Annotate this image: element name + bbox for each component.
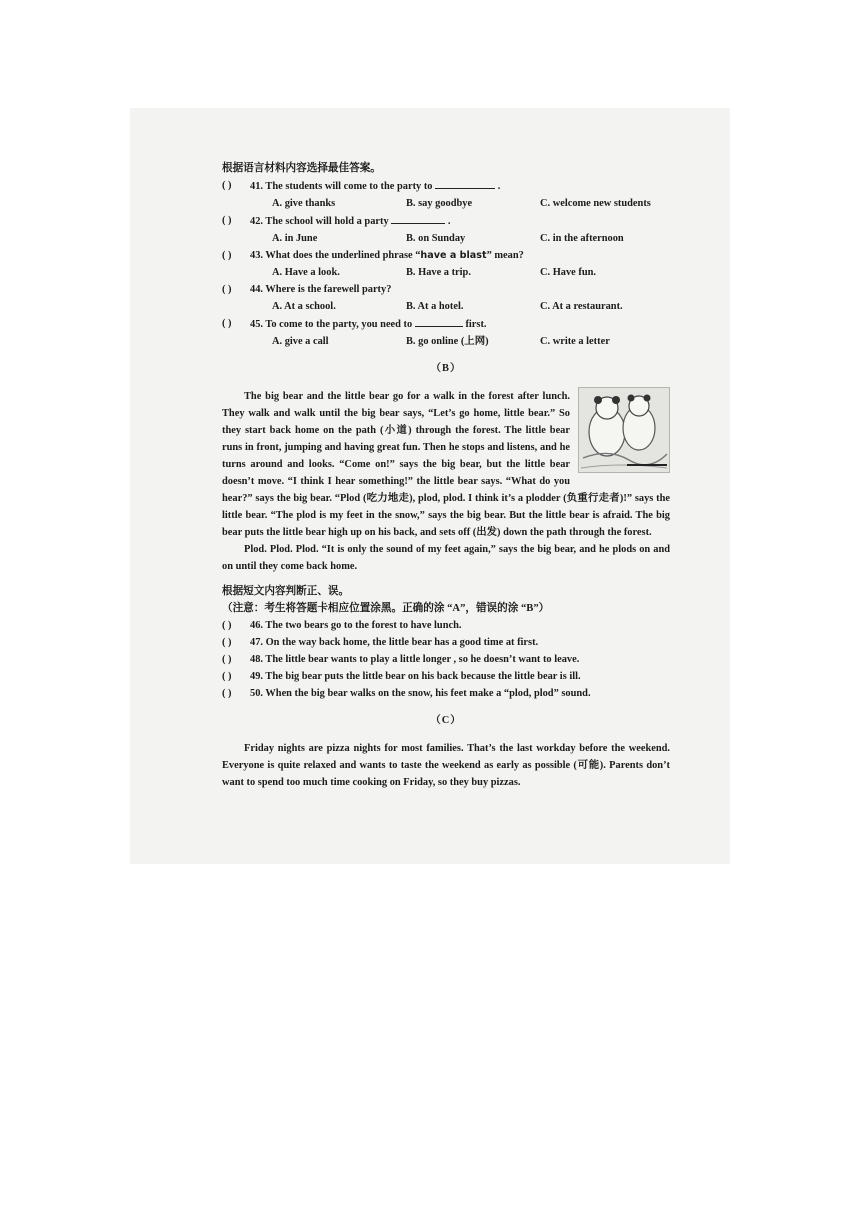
options-row (222, 230, 670, 247)
question-stem (250, 315, 670, 333)
option-a[interactable]: A. Have a look. (272, 267, 340, 278)
section-b-title: （B） (430, 363, 462, 374)
statement-row (222, 617, 670, 634)
stem-text: 42. The school will hold a party (250, 216, 389, 227)
question-row (222, 315, 670, 333)
bears-illustration (579, 388, 669, 472)
question-row (222, 247, 670, 264)
stem-text-end: . (447, 216, 451, 227)
question-row (222, 177, 670, 195)
bears-photo (578, 387, 670, 473)
answer-bracket[interactable]: ( ) (222, 215, 232, 226)
option-b[interactable]: B. At a hotel. (406, 301, 464, 312)
question-stem (250, 212, 670, 230)
section-c-paragraph: Friday nights are pizza nights for most families. That’s the last workday before the weekend. Everyone is quite relaxed and wants to taste the weekend as early as possible (可能). Parents don’t want to spend too much time cooking on Friday, so they buy pizzas. (222, 743, 670, 788)
options-row (222, 264, 670, 281)
section-b-instruction: 根据短文内容判断正、误。 (222, 586, 350, 597)
statement-row (222, 668, 670, 685)
question-list-a (222, 177, 670, 350)
stem-text: 44. Where is the farewell party? (250, 284, 392, 295)
section-c-title: （C） (430, 715, 462, 726)
statement-text: 49. The big bear puts the little bear on his back because the little bear is ill. (250, 671, 581, 682)
question-row (222, 281, 670, 298)
statement-row (222, 634, 670, 651)
statement-row (222, 651, 670, 668)
answer-bracket[interactable]: ( ) (222, 637, 232, 648)
statement-text: 46. The two bears go to the forest to have lunch. (250, 620, 462, 631)
stem-emphasis: have a blast (420, 250, 487, 261)
option-c[interactable]: C. write a letter (540, 336, 610, 347)
question-stem (250, 281, 670, 298)
option-b[interactable]: B. Have a trip. (406, 267, 471, 278)
option-c[interactable]: C. Have fun. (540, 267, 596, 278)
statement-list-b (222, 617, 670, 702)
statement-row (222, 685, 670, 702)
answer-bracket[interactable]: ( ) (222, 250, 232, 261)
answer-bracket[interactable]: ( ) (222, 620, 232, 631)
answer-bracket[interactable]: ( ) (222, 284, 232, 295)
option-c[interactable]: C. At a restaurant. (540, 301, 623, 312)
worksheet-content (222, 160, 670, 791)
stem-text-end: . (497, 181, 501, 192)
section-b-paragraph-2: Plod. Plod. Plod. “It is only the sound of my feet again,” says the big bear, and he plods on and on until they come back home. (222, 544, 670, 572)
section-b-paragraph-1: The big bear and the little bear go for a walk in the forest after lunch. They walk and walk until the big bear says, “Let’s go home, little bear.” So they start back home on the path (小道) through the forest. The little bear runs in front, jumping and having great fun. Then he stops and listens, and he turns around and looks. “Come on!” says the big bear, but the little bear doesn’t move. “I think I hear something!” the little bear says. “What do you hear?” says the big bear. “Plod (吃力地走), plod, plod. I think it’s a plodder (负重行走者)!” says the little bear. “The plod is my feet in the snow,” says the big bear. But the little bear is afraid. The big bear puts the little bear high up on his back, and sets off (出发) down the path through the forest. (222, 391, 670, 538)
statement-text: 48. The little bear wants to play a little longer , so he doesn’t want to leave. (250, 654, 580, 665)
answer-bracket[interactable]: ( ) (222, 654, 232, 665)
option-c[interactable]: C. welcome new students (540, 198, 651, 209)
options-row (222, 195, 670, 212)
stem-text: 43. What does the underlined phrase “ (250, 250, 421, 261)
option-a[interactable]: A. in June (272, 233, 318, 244)
option-b[interactable]: B. say goodbye (406, 198, 473, 209)
section-a-instruction: 根据语言材料内容选择最佳答案。 (222, 163, 381, 174)
answer-bracket[interactable]: ( ) (222, 688, 232, 699)
option-b[interactable]: B. go online (上网) (406, 336, 489, 347)
stem-text-end: ” mean? (486, 250, 524, 261)
question-row (222, 212, 670, 230)
options-row (222, 333, 670, 350)
options-row (222, 298, 670, 315)
question-stem (250, 247, 670, 264)
answer-blank[interactable] (435, 177, 495, 189)
answer-bracket[interactable]: ( ) (222, 318, 232, 329)
option-a[interactable]: A. give thanks (272, 198, 336, 209)
answer-blank[interactable] (391, 212, 445, 224)
answer-bracket[interactable]: ( ) (222, 180, 232, 191)
option-a[interactable]: A. At a school. (272, 301, 336, 312)
stem-text-end: first. (465, 319, 487, 330)
section-b-note: （注意：考生将答题卡相应位置涂黑。正确的涂 “A”，错误的涂 “B”） (222, 603, 550, 614)
stem-text: 41. The students will come to the party to (250, 181, 433, 192)
option-c[interactable]: C. in the afternoon (540, 233, 624, 244)
statement-text: 50. When the big bear walks on the snow, his feet make a “plod, plod” sound. (250, 688, 591, 699)
answer-bracket[interactable]: ( ) (222, 671, 232, 682)
statement-text: 47. On the way back home, the little bear has a good time at first. (250, 637, 539, 648)
question-stem (250, 177, 670, 195)
option-a[interactable]: A. give a call (272, 336, 329, 347)
option-b[interactable]: B. on Sunday (406, 233, 466, 244)
stem-text: 45. To come to the party, you need to (250, 319, 413, 330)
answer-blank[interactable] (415, 315, 463, 327)
